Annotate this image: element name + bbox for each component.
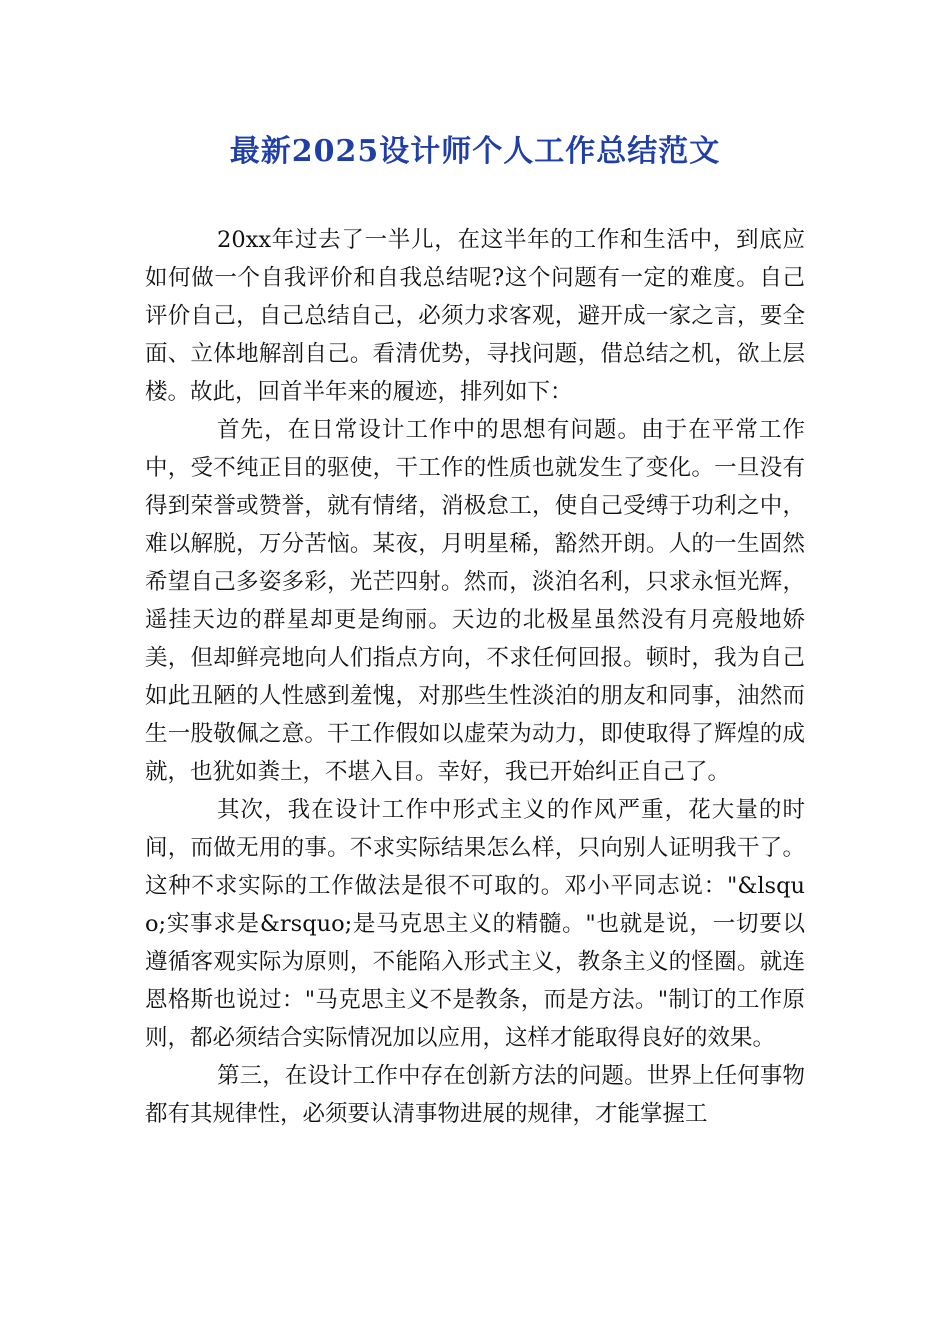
document-body bbox=[145, 221, 805, 1133]
paragraph-third: 第三，在设计工作中存在创新方法的问题。世界上任何事物都有其规律性，必须要认清事物进展的规律，才能掌握工 bbox=[145, 1063, 805, 1127]
paragraph-second: 其次，我在设计工作中形式主义的作风严重，花大量的时间，而做无用的事。不求实际结果怎么样，只向别人证明我干了。这种不求实际的工作做法是很不可取的。邓小平同志说："&lsquo;实事求是&rsquo;是马克思主义的精髓。"也就是说，一切要以遵循客观实际为原则，不能陷入形式主义，教条主义的怪圈。就连恩格斯也说过："马克思主义不是教条，而是方法。"制订的工作原则，都必须结合实际情况加以应用，这样才能取得良好的效果。 bbox=[145, 797, 805, 1051]
document-title: 最新2025设计师个人工作总结范文 bbox=[229, 134, 721, 169]
paragraph-intro: 20xx年过去了一半儿，在这半年的工作和生活中，到底应如何做一个自我评价和自我总结呢?这个问题有一定的难度。自己评价自己，自己总结自己，必须力求客观，避开成一家之言，要全面、立体地解剖自己。看清优势，寻找问题，借总结之机，欲上层楼。故此，回首半年来的履迹，排列如下： bbox=[145, 227, 805, 405]
paragraph-first: 首先，在日常设计工作中的思想有问题。由于在平常工作中，受不纯正目的驱使，干工作的性质也就发生了变化。一旦没有得到荣誉或赞誉，就有情绪，消极怠工，使自己受缚于功利之中，难以解脱，万分苦恼。某夜，月明星稀，豁然开朗。人的一生固然希望自己多姿多彩，光芒四射。然而，淡泊名利，只求永恒光辉，遥挂天边的群星却更是绚丽。天边的北极星虽然没有月亮般地娇美，但却鲜亮地向人们指点方向，不求任何回报。顿时，我为自己如此丑陋的人性感到羞愧，对那些生性淡泊的朋友和同事，油然而生一股敬佩之意。干工作假如以虚荣为动力，即使取得了辉煌的成就，也犹如粪土，不堪入目。幸好，我已开始纠正自己了。 bbox=[145, 417, 805, 785]
